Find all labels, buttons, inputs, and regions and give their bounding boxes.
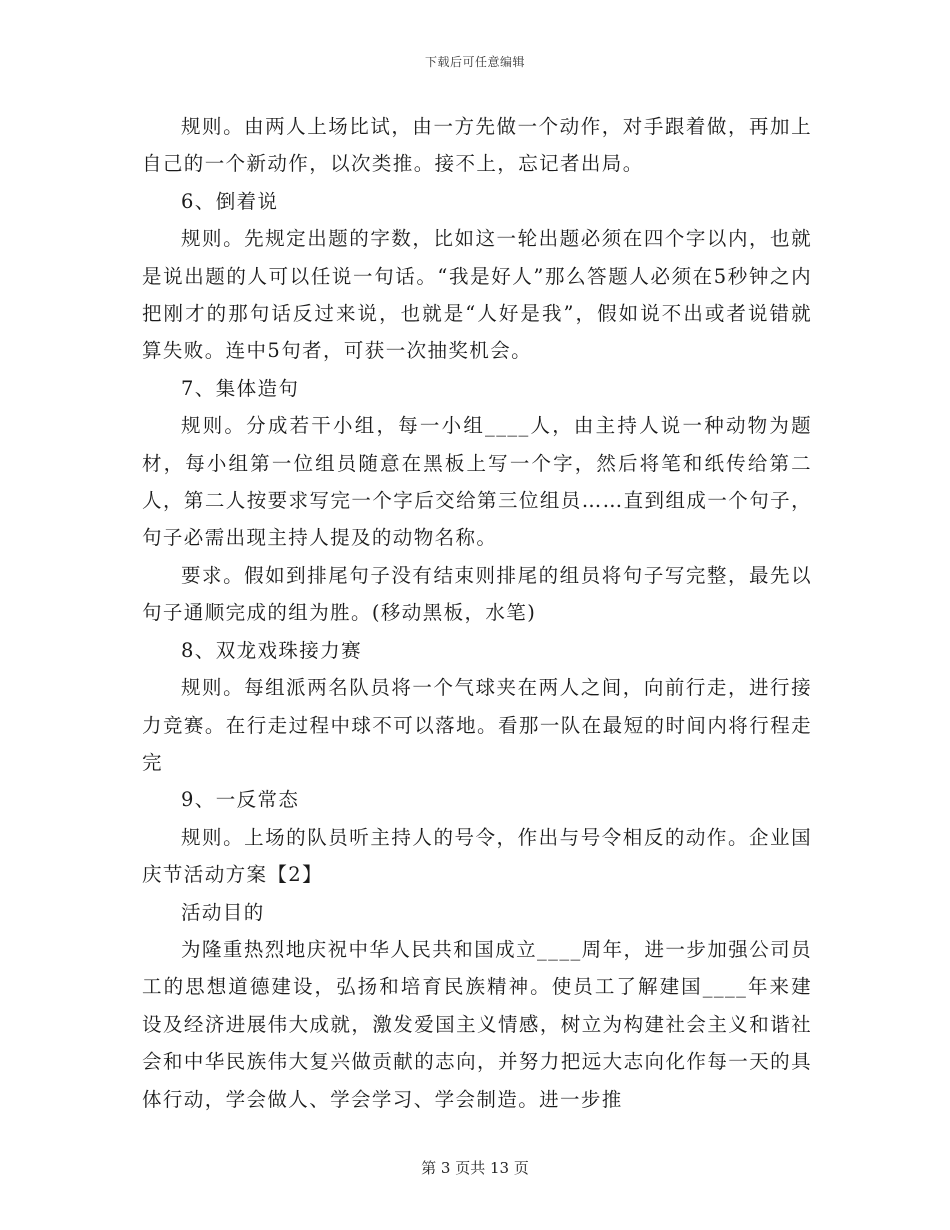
heading-activity-purpose: 活动目的	[181, 900, 265, 924]
page-header: 下载后可任意编辑	[424, 55, 525, 69]
heading-7-group-sentence: 7、集体造句	[181, 376, 300, 400]
heading-6-reverse-speech: 6、倒着说	[181, 189, 279, 213]
paragraph-activity-purpose: 为隆重热烈地庆祝中华人民共和国成立____周年，进一步加强公司员工的思想道德建设，弘扬和培育民族精神。使员工了解建国____年来建设及经济进展伟大成就，激发爱国主义情感，树立为构建社会主义和谐社会和中华民族伟大复兴做贡献的志向，并努力把远大志向化作每一天的具体行动，学会做人、学会学习、学会制造。进一步推	[142, 937, 812, 1111]
paragraph-rule-reverse-speech: 规则。先规定出题的字数，比如这一轮出题必须在四个字以内，也就是说出题的人可以任说一句话。“我是好人”那么答题人必须在5秒钟之内把刚才的那句话反过来说，也就是“人好是我”，假如说不出或者说错就算失败。连中5句者，可获一次抽奖机会。	[142, 227, 812, 363]
paragraph-requirement-group-sentence: 要求。假如到排尾句子没有结束则排尾的组员将句子写完整，最先以句子通顺完成的组为胜。(移动黑板，水笔)	[142, 563, 812, 625]
document-body	[142, 108, 812, 1118]
page-footer: 第 3 页共 13 页	[421, 1159, 529, 1177]
paragraph-rule-opposite-action: 规则。上场的队员听主持人的号令，作出与号令相反的动作。企业国庆节活动方案【2】	[142, 825, 812, 887]
paragraph-rule-group-sentence: 规则。分成若干小组，每一小组____人，由主持人说一种动物为题材，每小组第一位组员随意在黑板上写一个字，然后将笔和纸传给第二人，第二人按要求写完一个字后交给第三位组员……直到组成一个句子，句子必需出现主持人提及的动物名称。	[142, 414, 812, 550]
heading-9-opposite-action: 9、一反常态	[181, 788, 300, 812]
paragraph-rule-dragon-relay: 规则。每组派两名队员将一个气球夹在两人之间，向前行走，进行接力竞赛。在行走过程中球不可以落地。看那一队在最短的时间内将行程走完	[142, 676, 812, 774]
paragraph-rule-action-chain: 规则。由两人上场比试，由一方先做一个动作，对手跟着做，再加上自己的一个新动作，以次类推。接不上，忘记者出局。	[142, 115, 812, 176]
heading-8-dragon-relay: 8、双龙戏珠接力赛	[181, 638, 363, 662]
